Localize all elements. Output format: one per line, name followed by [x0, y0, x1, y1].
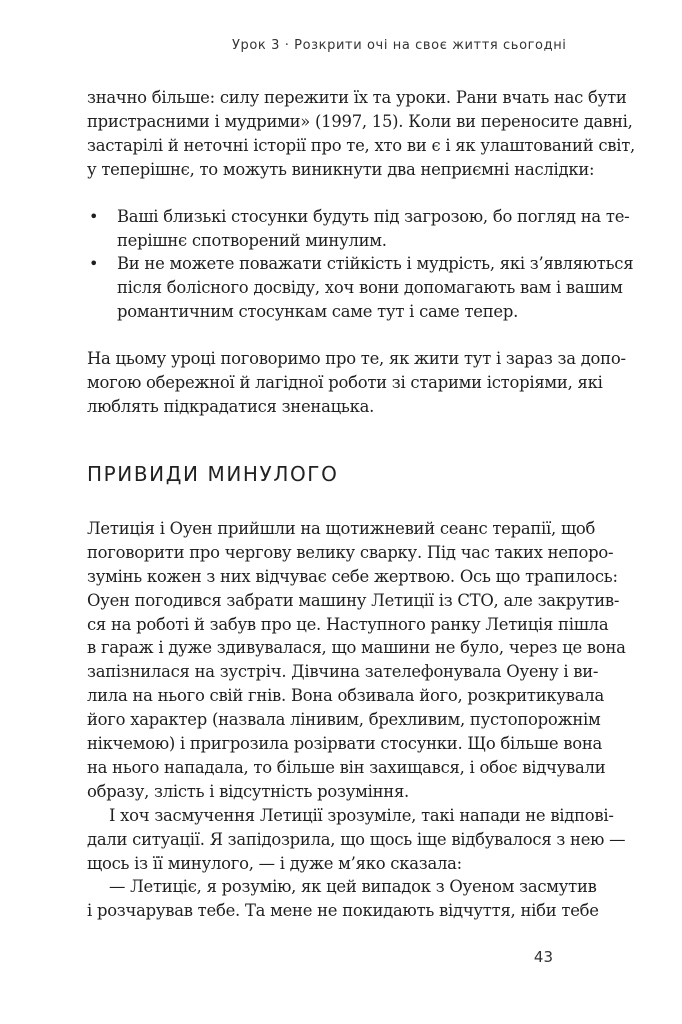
text-line: нікчемою) і пригрозила розірвати стосунки. Що більше вона: [87, 734, 603, 754]
text-line: на нього нападала, то більше він захищався, і обоє відчували: [87, 757, 606, 777]
text-line: перішнє спотворений минулим.: [117, 230, 387, 250]
text-line: романтичним стосункам саме тут і саме тепер.: [117, 302, 519, 322]
text-line: і розчарував тебе. Та мене не покидають відчуття, ніби тебе: [87, 901, 599, 921]
text-line: — Летиціє, я розумію, як цей випадок з Оуеном засмутив: [109, 877, 597, 897]
text-line: його характер (назвала лінивим, брехливим, пустопорожнім: [87, 710, 601, 730]
bullet-icon: •: [89, 206, 99, 226]
text-line: могою обережної й лагідної роботи зі старими історіями, які: [87, 373, 603, 393]
text-line: І хоч засмучення Летиції зрозуміле, такі напади не відпові-: [109, 805, 614, 825]
text-line: запізнилася на зустріч. Дівчина зателефонувала Оуену і ви-: [87, 662, 599, 682]
text-line: значно більше: силу пережити їх та уроки. Рани вчать нас бути: [87, 88, 627, 107]
text-line: На цьому уроці поговоримо про те, як жити тут і зараз за допо-: [87, 349, 626, 369]
text-line: після болісного досвіду, хоч вони допомагають вам і вашим: [117, 278, 623, 298]
spacer: [87, 324, 589, 347]
lesson-paragraph: [87, 347, 626, 419]
spacer: [87, 488, 589, 517]
intro-paragraph: [87, 86, 636, 182]
section-heading: ПРИВИДИ МИНУЛОГО: [87, 461, 339, 486]
bullet-icon: •: [89, 254, 99, 274]
text-line: люблять підкрадатися зненацька.: [87, 396, 375, 416]
text-line: лила на нього свій гнів. Вона обзивала його, розкритикувала: [87, 686, 604, 706]
text-line: Ваші близькі стосунки будуть під загрозою, бо погляд на те-: [117, 206, 630, 226]
running-header: Урок 3 · Розкрити очі на своє життя сьогодні: [232, 38, 567, 53]
text-line: Оуен погодився забрати машину Летиції із СТО, але закрутив-: [87, 590, 620, 610]
list-item: [87, 205, 630, 253]
page-content: [87, 86, 636, 923]
text-line: щось із її минулого, — і дуже м’яко сказала:: [87, 853, 462, 873]
list-item: [87, 252, 634, 324]
therapist-paragraph: [87, 804, 626, 876]
dialogue-paragraph: [87, 875, 599, 923]
text-line: Летиція і Оуен прийшли на щотижневий сеанс терапії, щоб: [87, 518, 596, 538]
text-line: дали ситуації. Я запідозрила, що щось іще відбувалося з нею —: [87, 829, 626, 849]
text-line: застарілі й неточні історії про те, хто ви є і як улаштований світ,: [87, 135, 636, 155]
text-line: в гараж і дуже здивувалася, що машини не було, через це вона: [87, 638, 626, 658]
page-number: 43: [533, 948, 553, 966]
text-line: Ви не можете поважати стійкість і мудрість, які з’являються: [117, 254, 634, 274]
text-line: у теперішнє, то можуть виникнути два неприємні наслідки:: [87, 159, 595, 179]
consequences-list: [87, 205, 634, 325]
text-line: пристрасними і мудрими» (1997, 15). Коли ви переносите давні,: [87, 111, 633, 131]
text-line: поговорити про чергову велику сварку. Під час таких непоро-: [87, 542, 614, 562]
spacer: [87, 419, 589, 460]
text-line: ся на роботі й забув про це. Наступного ранку Летиція пішла: [87, 614, 609, 634]
spacer: [87, 182, 589, 205]
text-line: образу, злість і відсутність розуміння.: [87, 781, 410, 801]
text-line: зумінь кожен з них відчуває себе жертвою. Ось що трапилось:: [87, 566, 618, 586]
story-paragraph: [87, 517, 626, 804]
